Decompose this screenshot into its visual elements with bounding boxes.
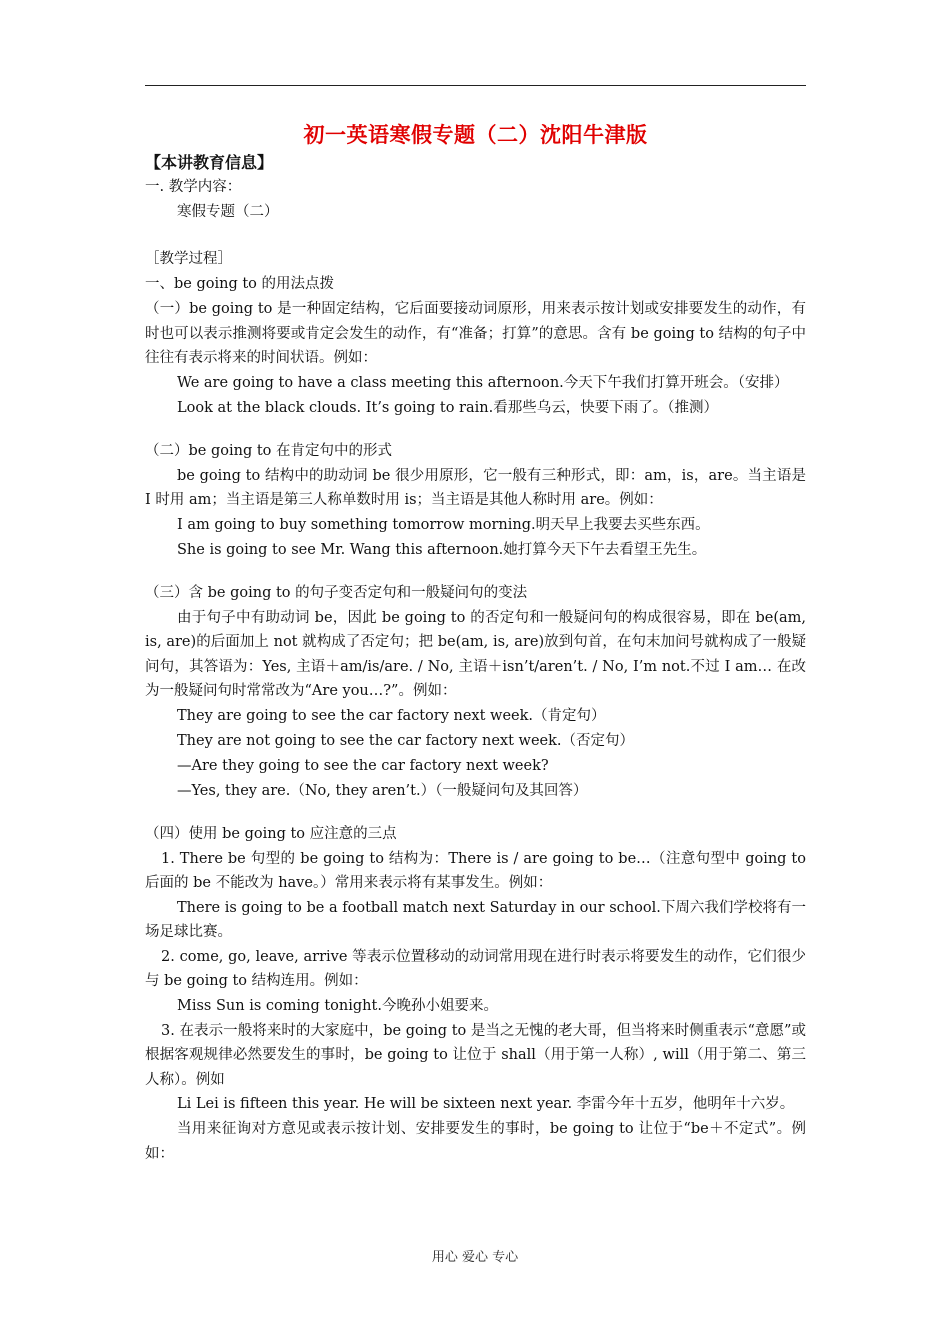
section-3-heading: （三）含 be going to 的句子变否定句和一般疑问句的变法 <box>145 584 528 601</box>
section-4-point-4: 当用来征询对方意见或表示按计划、安排要发生的事时，be going to 让位于“be＋不定式”。例如： <box>145 1121 806 1162</box>
section-2-paragraph: be going to 结构中的助动词 be 很少用原形，它一般有三种形式，即：am，is，are。当主语是 I 时用 am；当主语是第三人称单数时用 is；当主语是其他人称时用 are。例如： <box>145 467 806 508</box>
section-1-example-2: Look at the black clouds. It’s going to rain.看那些乌云，快要下雨了。（推测） <box>177 399 718 416</box>
section-1-paragraph: （一）be going to 是一种固定结构，它后面要接动词原形，用来表示按计划或安排要发生的动作，有时也可以表示推测将要或肯定会发生的动作，有“准备；打算”的意思。含有 be going to 结构的句子中往往有表示将来的时间状语。例如： <box>145 301 806 366</box>
section-2-heading: （二）be going to 在肯定句中的形式 <box>145 442 393 459</box>
section-1-heading: 一、be going to 的用法点拨 <box>145 276 335 292</box>
info-heading: 【本讲教育信息】 <box>145 153 274 172</box>
header-rule <box>145 85 806 86</box>
section-4-point-3: 3. 在表示一般将来时的大家庭中，be going to 是当之无愧的老大哥，但当将来时侧重表示“意愿”或根据客观规律必然要发生的事时，be going to 让位于 shall（用于第一人称）, will（用于第二、第三人称）。例如 <box>145 1022 806 1088</box>
section-2-example-1: I am going to buy something tomorrow morning.明天早上我要去买些东西。 <box>177 516 710 533</box>
document-title: 初一英语寒假专题（二）沈阳牛津版 <box>303 122 648 147</box>
section-3-example-3: —Are they going to see the car factory next week? <box>177 757 549 774</box>
section-3-example-4: —Yes, they are.（No, they aren’t.）（一般疑问句及其回答） <box>177 782 588 799</box>
section-3-paragraph: 由于句子中有助动词 be，因此 be going to 的否定句和一般疑问句的构成很容易，即在 be(am, is, are)的后面加上 not 就构成了否定句；把 be(am, is, are)放到句首，在句末加问号就构成了一般疑问句，其答语为：Yes, 主语＋am/is/are. / No, 主语＋isn’t/aren’t. / No, I’m not.不过 I am… 在改为一般疑问句时常常改为“Are you…?”。例如： <box>145 609 806 699</box>
section-4-point-2-example: Miss Sun is coming tonight.今晚孙小姐要来。 <box>177 997 498 1014</box>
section-4-point-1: 1. There be 句型的 be going to 结构为：There is / are going to be…（注意句型中 going to 后面的 be 不能改为 have。）常用来表示将有某事发生。例如： <box>145 850 806 891</box>
section-4-point-1-example: There is going to be a football match next Saturday in our school.下周六我们学校将有一场足球比赛。 <box>145 899 806 940</box>
content-label: 一. 教学内容： <box>145 179 242 195</box>
section-4-point-2: 2. come, go, leave, arrive 等表示位置移动的动词常用现在进行时表示将要发生的动作，它们很少与 be going to 结构连用。例如： <box>145 948 806 989</box>
section-2-example-2: She is going to see Mr. Wang this afternoon.她打算今天下午去看望王先生。 <box>177 541 707 558</box>
document-body <box>145 120 806 1166</box>
section-3-example-2: They are not going to see the car factory next week.（否定句） <box>177 732 635 749</box>
section-4-heading: （四）使用 be going to 应注意的三点 <box>145 825 397 842</box>
section-1-example-1: We are going to have a class meeting this afternoon.今天下午我们打算开班会。（安排） <box>177 374 789 391</box>
content-value: 寒假专题（二） <box>177 204 279 220</box>
section-3-example-1: They are going to see the car factory next week.（肯定句） <box>177 707 606 724</box>
process-label: ［教学过程］ <box>145 251 232 267</box>
section-4-point-3-example: Li Lei is fifteen this year. He will be sixteen next year. 李雷今年十五岁，他明年十六岁。 <box>177 1096 795 1112</box>
page-footer: 用心 爱心 专心 <box>431 1250 519 1265</box>
